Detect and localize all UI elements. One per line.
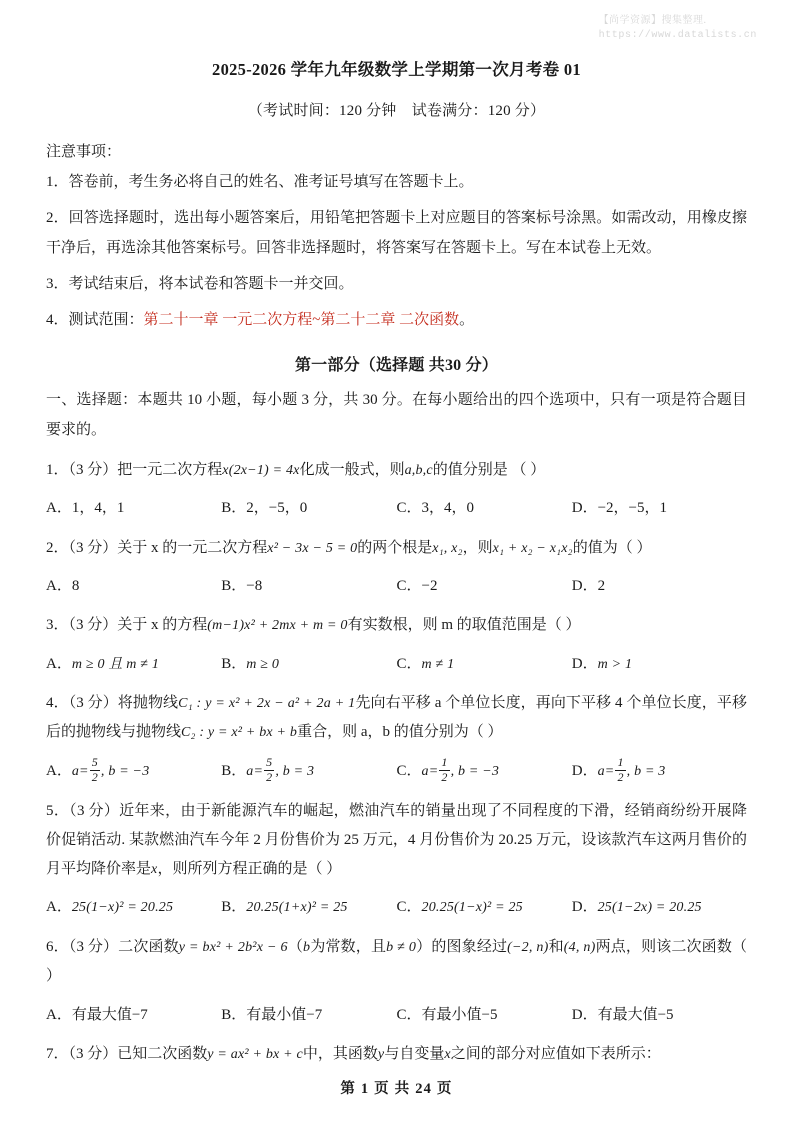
- question-7-stem: 已知二次函数: [117, 1046, 208, 1063]
- option-c[interactable]: [397, 494, 572, 523]
- question-5-options: [46, 884, 747, 922]
- option-b-b-value: b = 3: [282, 763, 315, 779]
- question-7-number: 7．: [46, 1046, 69, 1063]
- option-b-text: 有最小值−7: [246, 1006, 323, 1023]
- question-2-stem-mid2: ，则: [462, 539, 493, 556]
- question-1-expression: x(2x−1) = 4x: [222, 462, 300, 478]
- question-6-point-2: (4, n): [563, 940, 596, 956]
- option-d-frac-denominator: 2: [617, 769, 624, 784]
- option-d-b-value: b = 3: [634, 763, 666, 779]
- question-6: [46, 922, 747, 992]
- test-scope-suffix: 。: [459, 312, 475, 328]
- option-d-text: m > 1: [597, 656, 633, 672]
- question-4-stem: 将抛物线: [117, 695, 179, 712]
- question-3-stem-post: 有实数根，则 m 的取值范围是（ ）: [347, 617, 581, 634]
- question-2-stem-post: 的值为（ ）: [572, 539, 652, 556]
- question-3-expression: (m−1)x² + 2mx + m = 0: [207, 618, 348, 634]
- option-d-label: D．: [571, 762, 598, 779]
- option-b-frac-denominator: 2: [266, 769, 273, 784]
- notice-heading: 注意事项：: [46, 144, 122, 160]
- question-7-stem-mid: 中，其函数: [302, 1046, 378, 1063]
- option-d-label: D．: [571, 500, 598, 516]
- question-7-x-variable: x: [444, 1047, 451, 1063]
- option-b-text: −8: [246, 577, 263, 594]
- notice-item-4: [46, 299, 747, 335]
- option-b-text: 20.25(1+x)² = 25: [246, 900, 348, 916]
- question-6-score: （3 分）: [68, 939, 119, 956]
- option-a-text: m ≥ 0 且 m ≠ 1: [71, 656, 160, 672]
- question-1-number: 1．: [46, 461, 69, 478]
- option-c-frac-denominator: 2: [441, 769, 448, 784]
- option-c-text: 20.25(1−x)² = 25: [421, 900, 523, 916]
- question-6-stem-post: 两点，则该二次函数（ ）: [46, 939, 747, 985]
- option-a-frac-numerator: 5: [91, 755, 98, 770]
- option-d[interactable]: D．a= $\frac{1}{2}$ , b = 3: [571, 755, 666, 784]
- option-b-frac-numerator: 5: [266, 755, 273, 770]
- question-4-parabola-c2: C₂ : y = x² + bx + b: [181, 725, 298, 741]
- question-3-options: [46, 641, 747, 679]
- question-6-stem: 二次函数: [118, 939, 179, 956]
- question-6-constant: b: [302, 940, 311, 956]
- option-c[interactable]: [397, 572, 572, 601]
- question-1-stem: 把一元二次方程: [117, 461, 223, 478]
- question-7-expression: y = ax² + bx + c: [207, 1047, 303, 1063]
- option-a-text: 8: [71, 577, 80, 594]
- question-1-stem-mid: 化成一般式，则: [299, 461, 405, 478]
- question-6-stem-mid3: ）的图象经过: [416, 939, 508, 956]
- option-b-text: m ≥ 0: [246, 656, 280, 672]
- option-a[interactable]: [46, 893, 221, 922]
- option-b-label: B．: [221, 762, 247, 779]
- option-d-text: 有最大值−5: [597, 1006, 674, 1023]
- question-6-stem-mid2: 为常数，且: [310, 939, 387, 956]
- option-b[interactable]: [221, 1001, 396, 1030]
- option-c-text: −2: [421, 577, 438, 594]
- question-2-number: 2．: [46, 539, 69, 556]
- option-a[interactable]: [46, 572, 221, 601]
- option-d-text: 2: [597, 577, 606, 594]
- question-2-stem: 关于 x 的一元二次方程: [117, 539, 268, 556]
- option-c-frac-numerator: 1: [441, 755, 448, 770]
- option-c-label: C．: [396, 1006, 422, 1023]
- notice-item-3: 3．考试结束后，将本试卷和答题卡一并交回。: [46, 275, 354, 292]
- question-2-options: [46, 563, 747, 601]
- option-a-label: A．: [46, 1006, 72, 1023]
- option-b-text: 2，−5，0: [246, 500, 308, 516]
- option-d-text: 25(1−2x) = 20.25: [597, 900, 702, 916]
- part-one-heading: 第一部分（选择题 共30 分）: [294, 357, 498, 375]
- option-b-label: B．: [221, 1006, 247, 1023]
- question-6-options: [46, 992, 747, 1030]
- question-5-stem-post: ，则所列方程正确的是（ ）: [157, 861, 342, 878]
- option-b[interactable]: [221, 893, 396, 922]
- question-2-stem-mid: 的两个根是: [357, 539, 433, 556]
- question-2-expression: x² − 3x − 5 = 0: [267, 540, 358, 556]
- option-d-label: D．: [571, 899, 598, 916]
- question-5-variable: x: [151, 862, 158, 878]
- question-6-point-1: (−2, n): [507, 940, 549, 956]
- question-5-number: 5．: [46, 802, 70, 819]
- question-1: [46, 445, 747, 485]
- option-a-text: 1，4，1: [71, 500, 125, 516]
- question-7-stem-mid2: 与自变量: [384, 1046, 445, 1063]
- notice-item-2: 2．回答选择题时，选出每小题答案后，用铅笔把答题卡上对应题目的答案标号涂黑。如需改动，用橡皮擦干净后，再选涂其他答案标号。回答非选择题时，将答案写在答题卡上。写在本试卷上无效。: [46, 210, 747, 256]
- option-b[interactable]: B．a= $\frac{5}{2}$ , b = 3: [221, 755, 315, 784]
- exam-info-subtitle: （考试时间：120 分钟 试卷满分：120 分）: [247, 103, 546, 119]
- option-c-text: 3，4，0: [421, 500, 475, 516]
- option-b-label: B．: [221, 655, 247, 672]
- option-a[interactable]: [46, 494, 221, 523]
- question-7-stem-post: 之间的部分对应值如下表所示：: [450, 1046, 661, 1063]
- option-b-label: B．: [221, 899, 247, 916]
- question-6-condition: b ≠ 0: [386, 940, 417, 956]
- option-c-label: C．: [396, 655, 422, 672]
- question-5-score: （3 分）: [69, 802, 120, 819]
- option-d[interactable]: [572, 893, 747, 922]
- option-a-label: A．: [46, 899, 72, 916]
- watermark-url: https://www.datalists.cn: [598, 29, 757, 41]
- option-b[interactable]: [221, 650, 396, 679]
- option-d[interactable]: [572, 1001, 747, 1030]
- question-4-number: 4．: [46, 695, 69, 712]
- option-c-label: C．: [396, 762, 422, 779]
- question-3-number: 3．: [46, 617, 69, 634]
- option-a-b-value: b = −3: [108, 763, 150, 779]
- question-6-stem-mid4: 和: [548, 939, 564, 956]
- option-c[interactable]: [397, 893, 572, 922]
- multiple-choice-instructions: 一、选择题：本题共 10 小题，每小题 3 分，共 30 分。在每小题给出的四个选项中，只有一项是符合题目要求的。: [46, 392, 747, 438]
- question-5: [46, 786, 747, 885]
- option-d-label: D．: [571, 655, 598, 672]
- watermark-source-label: 【尚学资源】搜集整理.: [598, 15, 707, 26]
- option-a-label: A．: [46, 762, 72, 779]
- question-5-stem: 近年来，由于新能源汽车的崛起，燃油汽车的销量出现了不同程度的下滑，经销商纷纷开展降价促销活动. 某款燃油汽车今年 2 月份售价为 25 万元，4 月份售价为 20.25 万元，设该款汽车这两月售价的月平均降价率是: [46, 802, 747, 878]
- option-a-text: 有最大值−7: [71, 1006, 148, 1023]
- option-c[interactable]: [397, 650, 572, 679]
- option-a[interactable]: A．a= $\frac{5}{2}$ , b = −3: [46, 755, 150, 784]
- question-4-options: [46, 748, 747, 786]
- option-c-label: C．: [396, 500, 422, 516]
- question-4-score: （3 分）: [68, 695, 118, 712]
- question-4-stem-post: 重合，则 a，b 的值分别为（ ）: [297, 724, 503, 741]
- option-c-label: C．: [396, 577, 422, 594]
- option-a-label: A．: [46, 655, 72, 672]
- option-c-label: C．: [396, 899, 422, 916]
- question-4: [46, 678, 747, 748]
- option-a[interactable]: [46, 650, 221, 679]
- question-1-score: （3 分）: [68, 461, 118, 478]
- option-c[interactable]: C．a= $\frac{1}{2}$ , b = −3: [396, 755, 500, 784]
- question-1-options: [46, 485, 747, 523]
- question-4-stem-mid: 先向右平移 a 个单位长度，再向下平移 4 个单位长度，平移后的抛物线与抛物线: [46, 695, 747, 741]
- option-b-label: B．: [221, 500, 247, 516]
- option-d[interactable]: [572, 572, 747, 601]
- page-footer: 第 1 页 共 24 页: [340, 1081, 453, 1097]
- option-c-b-value: b = −3: [457, 763, 500, 779]
- question-3-stem: 关于 x 的方程: [117, 617, 208, 634]
- option-a-label: A．: [46, 577, 72, 594]
- option-c-text: m ≠ 1: [421, 656, 455, 672]
- question-7-score: （3 分）: [68, 1046, 118, 1063]
- option-b[interactable]: [221, 572, 396, 601]
- option-d-frac-numerator: 1: [617, 755, 624, 770]
- test-scope-prefix: 4．测试范围：: [46, 312, 144, 328]
- option-b-label: B．: [221, 577, 247, 594]
- question-2: [46, 523, 747, 563]
- question-2-score: （3 分）: [68, 539, 118, 556]
- option-d-label: D．: [571, 1006, 598, 1023]
- question-7-y-variable: y: [377, 1047, 385, 1063]
- notice-item-1: 1．答卷前，考生务必将自己的姓名、准考证号填写在答题卡上。: [46, 174, 474, 190]
- option-b[interactable]: [221, 494, 396, 523]
- question-2-roots: x₁, x₂: [432, 540, 463, 556]
- page-title: 2025-2026 学年九年级数学上学期第一次月考卷 01: [212, 60, 581, 79]
- option-a-frac-denominator: 2: [91, 769, 98, 784]
- option-d-text: −2，−5，1: [597, 500, 668, 516]
- test-scope-range: 第二十一章 一元二次方程~第二十二章 二次函数: [143, 312, 460, 328]
- question-6-expression: y = bx² + 2b²x − 6: [178, 940, 288, 956]
- option-a[interactable]: [46, 1001, 221, 1030]
- option-a-label: A．: [46, 500, 72, 516]
- question-6-number: 6．: [46, 939, 69, 956]
- option-d-label: D．: [571, 577, 598, 594]
- question-4-parabola-c1: C₁ : y = x² + 2x − a² + 2a + 1: [178, 696, 356, 712]
- option-d[interactable]: [572, 650, 747, 679]
- question-2-target-expression: x₁ + x₂ − x₁x₂: [492, 540, 573, 556]
- question-1-expression-2: a,b,c: [404, 462, 433, 478]
- question-3: [46, 600, 747, 640]
- option-d[interactable]: [572, 494, 747, 523]
- option-c-text: 有最小值−5: [421, 1006, 498, 1023]
- question-3-score: （3 分）: [68, 617, 118, 634]
- question-6-stem-mid: （: [287, 939, 303, 956]
- option-a-text: 25(1−x)² = 20.25: [71, 900, 174, 916]
- question-7: [46, 1029, 747, 1069]
- question-1-stem-post: 的值分别是 （ ）: [432, 461, 546, 478]
- option-c[interactable]: [397, 1001, 572, 1030]
